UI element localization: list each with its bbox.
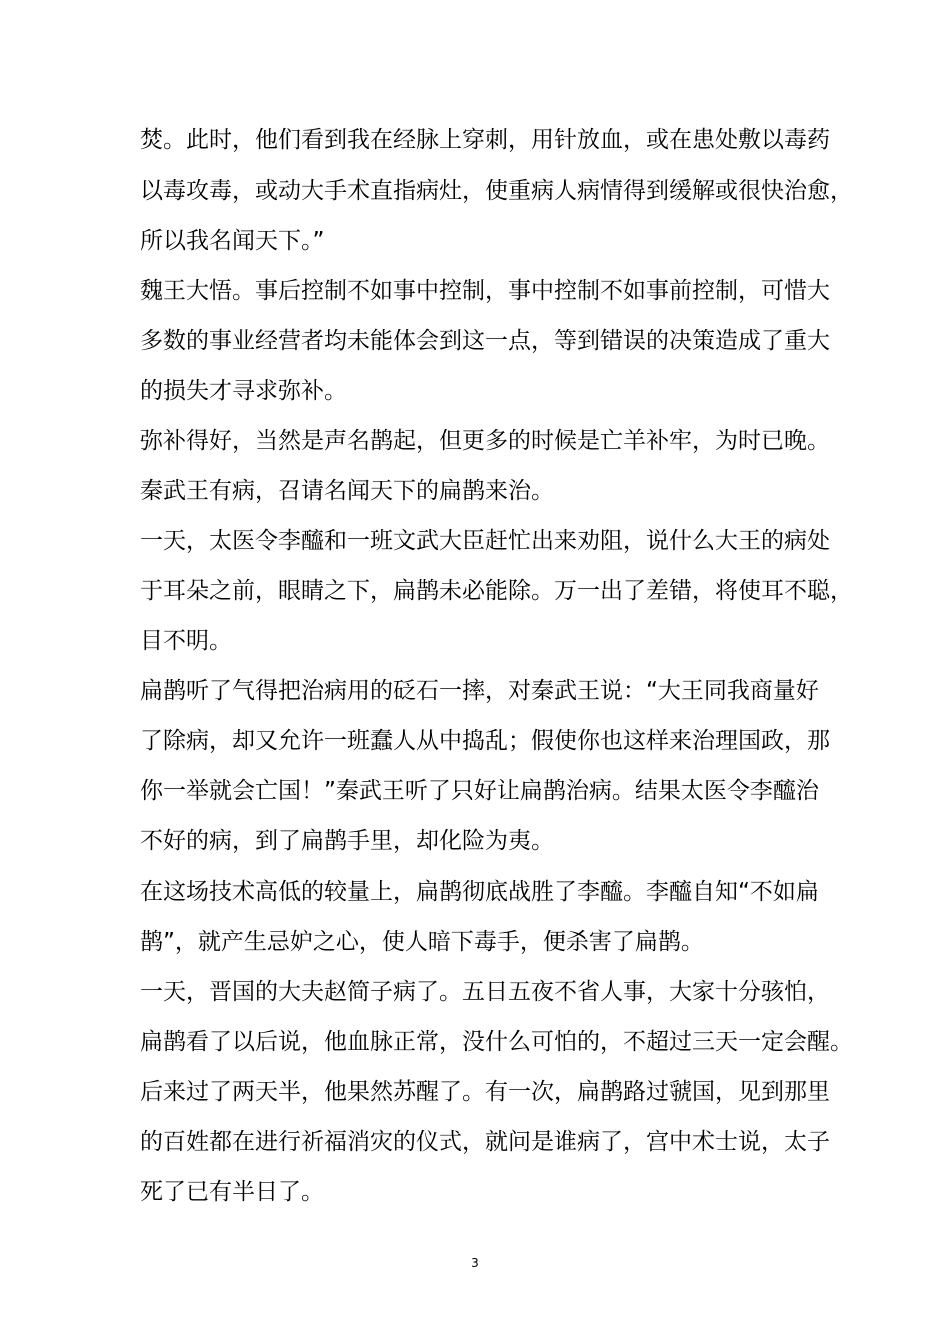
text-line: 不好的病，到了扁鹊手里，却化险为夷。 (140, 828, 554, 854)
text-line: 扁鹊听了气得把治病用的砭石一摔，对秦武王说：“大王同我商量好 (140, 678, 819, 704)
text-line: 多数的事业经营者均未能体会到这一点，等到错误的决策造成了重大 (140, 328, 830, 354)
text-line: 弥补得好，当然是声名鹊起，但更多的时候是亡羊补牢，为时已晚。 (140, 428, 830, 454)
text-line: 死了已有半日了。 (140, 1179, 324, 1205)
text-line: 了除病，却又允许一班蠢人从中捣乱；假使你也这样来治理国政，那 (140, 728, 830, 754)
text-line: 秦武王有病，召请名闻天下的扁鹊来治。 (140, 478, 554, 504)
text-line: 于耳朵之前，眼睛之下，扁鹊未必能除。万一出了差错，将使耳不聪， (140, 578, 853, 604)
text-line: 的百姓都在进行祈福消灾的仪式，就问是谁病了，宫中术士说，太子 (140, 1129, 830, 1155)
text-line: 焚。此时，他们看到我在经脉上穿刺，用针放血，或在患处敷以毒药 (140, 127, 830, 153)
text-line: 鹊”，就产生忌妒之心，使人暗下毒手，便杀害了扁鹊。 (140, 929, 704, 955)
text-line: 在这场技术高低的较量上，扁鹊彻底战胜了李醯。李醯自知“不如扁 (140, 879, 819, 905)
text-line: 后来过了两天半，他果然苏醒了。有一次，扁鹊路过虢国，见到那里 (140, 1079, 830, 1105)
text-line: 扁鹊看了以后说，他血脉正常，没什么可怕的，不超过三天一定会醒。 (140, 1029, 853, 1055)
text-line: 以毒攻毒，或动大手术直指病灶，使重病人病情得到缓解或很快治愈， (140, 178, 853, 204)
text-line: 的损失才寻求弥补。 (140, 378, 347, 404)
text-line: 所以我名闻天下。” (140, 228, 325, 254)
text-line: 一天，晋国的大夫赵简子病了。五日五夜不省人事，大家十分骇怕， (140, 979, 830, 1005)
text-line: 你一举就会亡国！”秦武王听了只好让扁鹊治病。结果太医令李醯治 (140, 778, 819, 804)
page-number: 3 (471, 1256, 479, 1270)
text-line: 目不明。 (140, 628, 232, 654)
text-line: 一天，太医令李醯和一班文武大臣赶忙出来劝阻，说什么大王的病处 (140, 528, 830, 554)
text-line: 魏王大悟。事后控制不如事中控制，事中控制不如事前控制，可惜大 (140, 278, 830, 304)
